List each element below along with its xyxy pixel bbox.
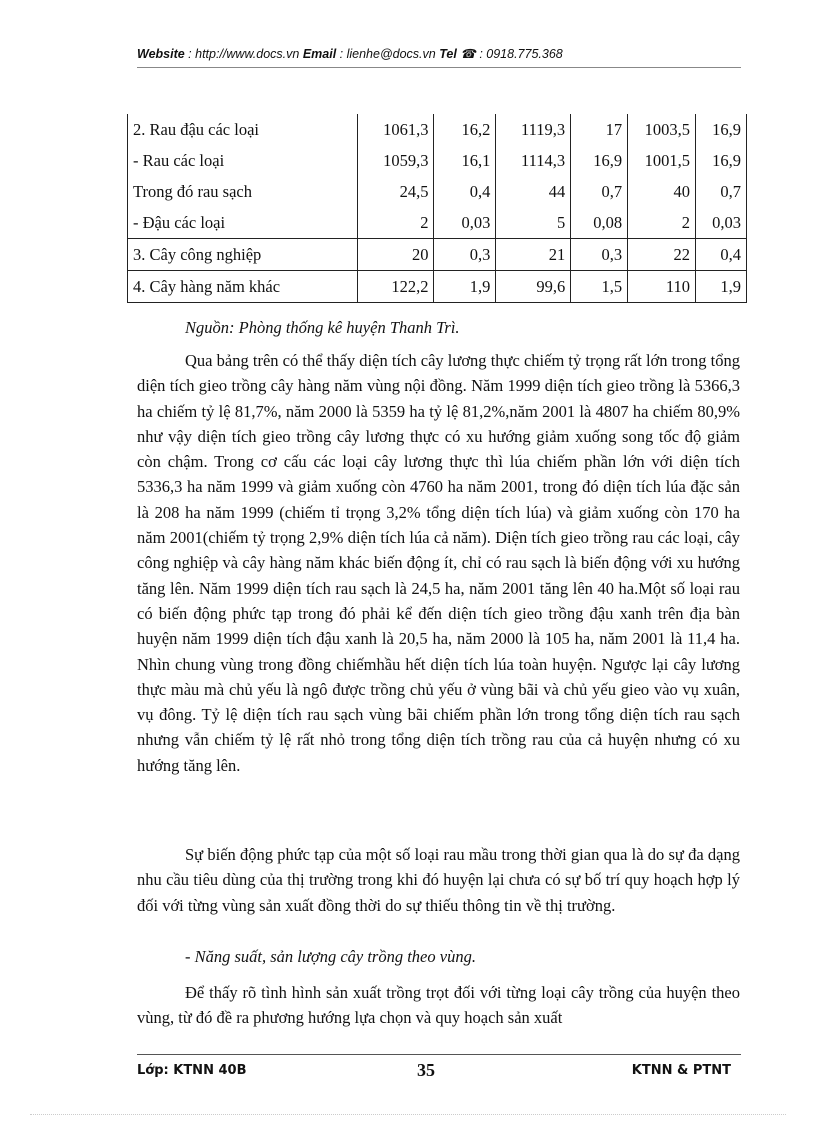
paragraph-market [137,842,740,918]
row-label-cell: 3. Cây công nghiệp [128,239,358,271]
value-cell: 2 [357,207,434,239]
page-number: 35 [417,1060,435,1080]
value-cell: 5 [496,207,571,239]
value-cell: 122,2 [357,271,434,303]
row-label-cell: 2. Rau đậu các loại [128,114,358,145]
website-url: : http://www.docs.vn [184,47,303,61]
value-cell: 1,5 [571,271,628,303]
paragraph-text: Sự biến động phức tạp của một số loại rau mầu trong thời gian qua là do sự đa dạng nhu cầu tiêu dùng của thị trường trong khi đó huyện lại chưa có sự bố trí quy hoạch hợp lý đối với từng vùng sản xuất đồng thời do sự thiếu thông tin về thị trường. [137,845,740,915]
website-label: Website [137,47,185,61]
value-cell: 1114,3 [496,145,571,176]
email-label: Email [302,47,337,61]
value-cell: 0,4 [434,176,496,207]
value-cell: 110 [628,271,696,303]
class-label: Lớp: KTNN 40B [137,1063,247,1078]
header-divider [137,67,741,68]
faculty-label: KTNN & PTNT [631,1063,731,1078]
value-cell: 16,9 [571,145,628,176]
value-cell: 0,03 [696,207,747,239]
value-cell: 24,5 [357,176,434,207]
value-cell: 17 [571,114,628,145]
value-cell: 0,3 [571,239,628,271]
value-cell: 1,9 [696,271,747,303]
value-cell: 0,3 [434,239,496,271]
email-address: : lienhe@docs.vn [336,47,440,61]
paragraph-intro [137,980,740,1031]
crop-area-table [127,114,747,303]
value-cell: 22 [628,239,696,271]
table-row [128,114,747,145]
value-cell: 16,2 [434,114,496,145]
paragraph-text: Để thấy rõ tình hình sản xuất trồng trọt đối với từng loại cây trồng của huyện theo vùng, từ đó đề ra phương hướng lựa chọn và quy hoạch sản xuất [137,983,740,1028]
row-label-cell: 4. Cây hàng năm khác [128,271,358,303]
value-cell: 1119,3 [496,114,571,145]
value-cell: 0,4 [696,239,747,271]
value-cell: 1001,5 [628,145,696,176]
value-cell: 0,7 [696,176,747,207]
paragraph-analysis [137,348,740,778]
page-header [137,46,741,66]
tel-label: Tel [439,47,457,61]
value-cell: 0,03 [434,207,496,239]
value-cell: 16,9 [696,145,747,176]
row-label-cell: - Rau các loại [128,145,358,176]
value-cell: 1,9 [434,271,496,303]
section-subheading: - Năng suất, sản lượng cây trồng theo vùng. [185,947,476,966]
value-cell: 20 [357,239,434,271]
value-cell: 16,9 [696,114,747,145]
value-cell: 1059,3 [357,145,434,176]
table-row [128,271,747,303]
table-row [128,207,747,239]
table-row [128,145,747,176]
page-footer [137,1060,741,1084]
value-cell: 2 [628,207,696,239]
value-cell: 99,6 [496,271,571,303]
value-cell: 1003,5 [628,114,696,145]
value-cell: 1061,3 [357,114,434,145]
value-cell: 0,08 [571,207,628,239]
footer-divider [137,1054,741,1055]
table-source-note: Nguồn: Phòng thống kê huyện Thanh Trì. [185,318,460,337]
table-body [128,114,747,303]
table-row [128,176,747,207]
tel-number: ☎ : 0918.775.368 [456,47,563,61]
value-cell: 44 [496,176,571,207]
bottom-border [30,1114,786,1115]
value-cell: 0,7 [571,176,628,207]
row-label-cell: Trong đó rau sạch [128,176,358,207]
row-label-cell: - Đậu các loại [128,207,358,239]
paragraph-text: Qua bảng trên có thể thấy diện tích cây lương thực chiếm tỷ trọng rất lớn trong tổng diện tích gieo trồng cây hàng năm vùng nội đồng. Năm 1999 diện tích gieo trồng là 5366,3 ha chiếm tỷ lệ 81,7%, năm 2000 là 5359 ha tỷ lệ 81,2%,năm 2001 là 4807 ha chiếm 80,9% như vậy diện tích gieo trồng cây lương thực có xu hướng giảm xuống song tốc độ giảm còn chậm. Trong cơ cấu các loại cây lương thực thì lúa chiếm phần lớn với diện tích 5336,3 ha năm 1999 và giảm xuống còn 4760 ha năm 2001, trong đó diện tích lúa đặc sản là 208 ha năm 1999 (chiếm tỉ trọng 3,2% tổng diện tích lúa) và giảm xuống còn 170 ha năm 2001(chiếm tỷ trọng 2,9% diện tích lúa cả năm). Diện tích gieo trồng rau các loại, cây công nghiệp và cây hàng năm khác biến động ít, chỉ có rau sạch là biến động với xu hướng tăng lên. Năm 1999 diện tích rau sạch là 24,5 ha, năm 2001 tăng lên 40 ha.Một số loại rau có biến động phức tạp trong đó phải kể đến diện tích gieo trồng đậu xanh trên địa bàn huyện năm 1999 diện tích đậu xanh là 20,5 ha, năm 2000 là 105 ha, năm 2001 là 11,4 ha. Nhìn chung vùng trong đồng chiếmhầu hết diện tích lúa toàn huyện. Ngược lại cây lương thực màu mà chủ yếu là ngô được trồng chủ yếu ở vùng bãi và chủ yếu gieo vào vụ xuân, vụ đông. Tỷ lệ diện tích rau sạch vùng bãi chiếm phần lớn trong tổng diện tích rau sạch nhưng vẫn chiếm tỷ lệ rất nhỏ trong tổng diện tích trồng rau của cả huyện nhưng có xu hướng tăng lên. [137,351,740,775]
value-cell: 40 [628,176,696,207]
value-cell: 21 [496,239,571,271]
value-cell: 16,1 [434,145,496,176]
table-row [128,239,747,271]
